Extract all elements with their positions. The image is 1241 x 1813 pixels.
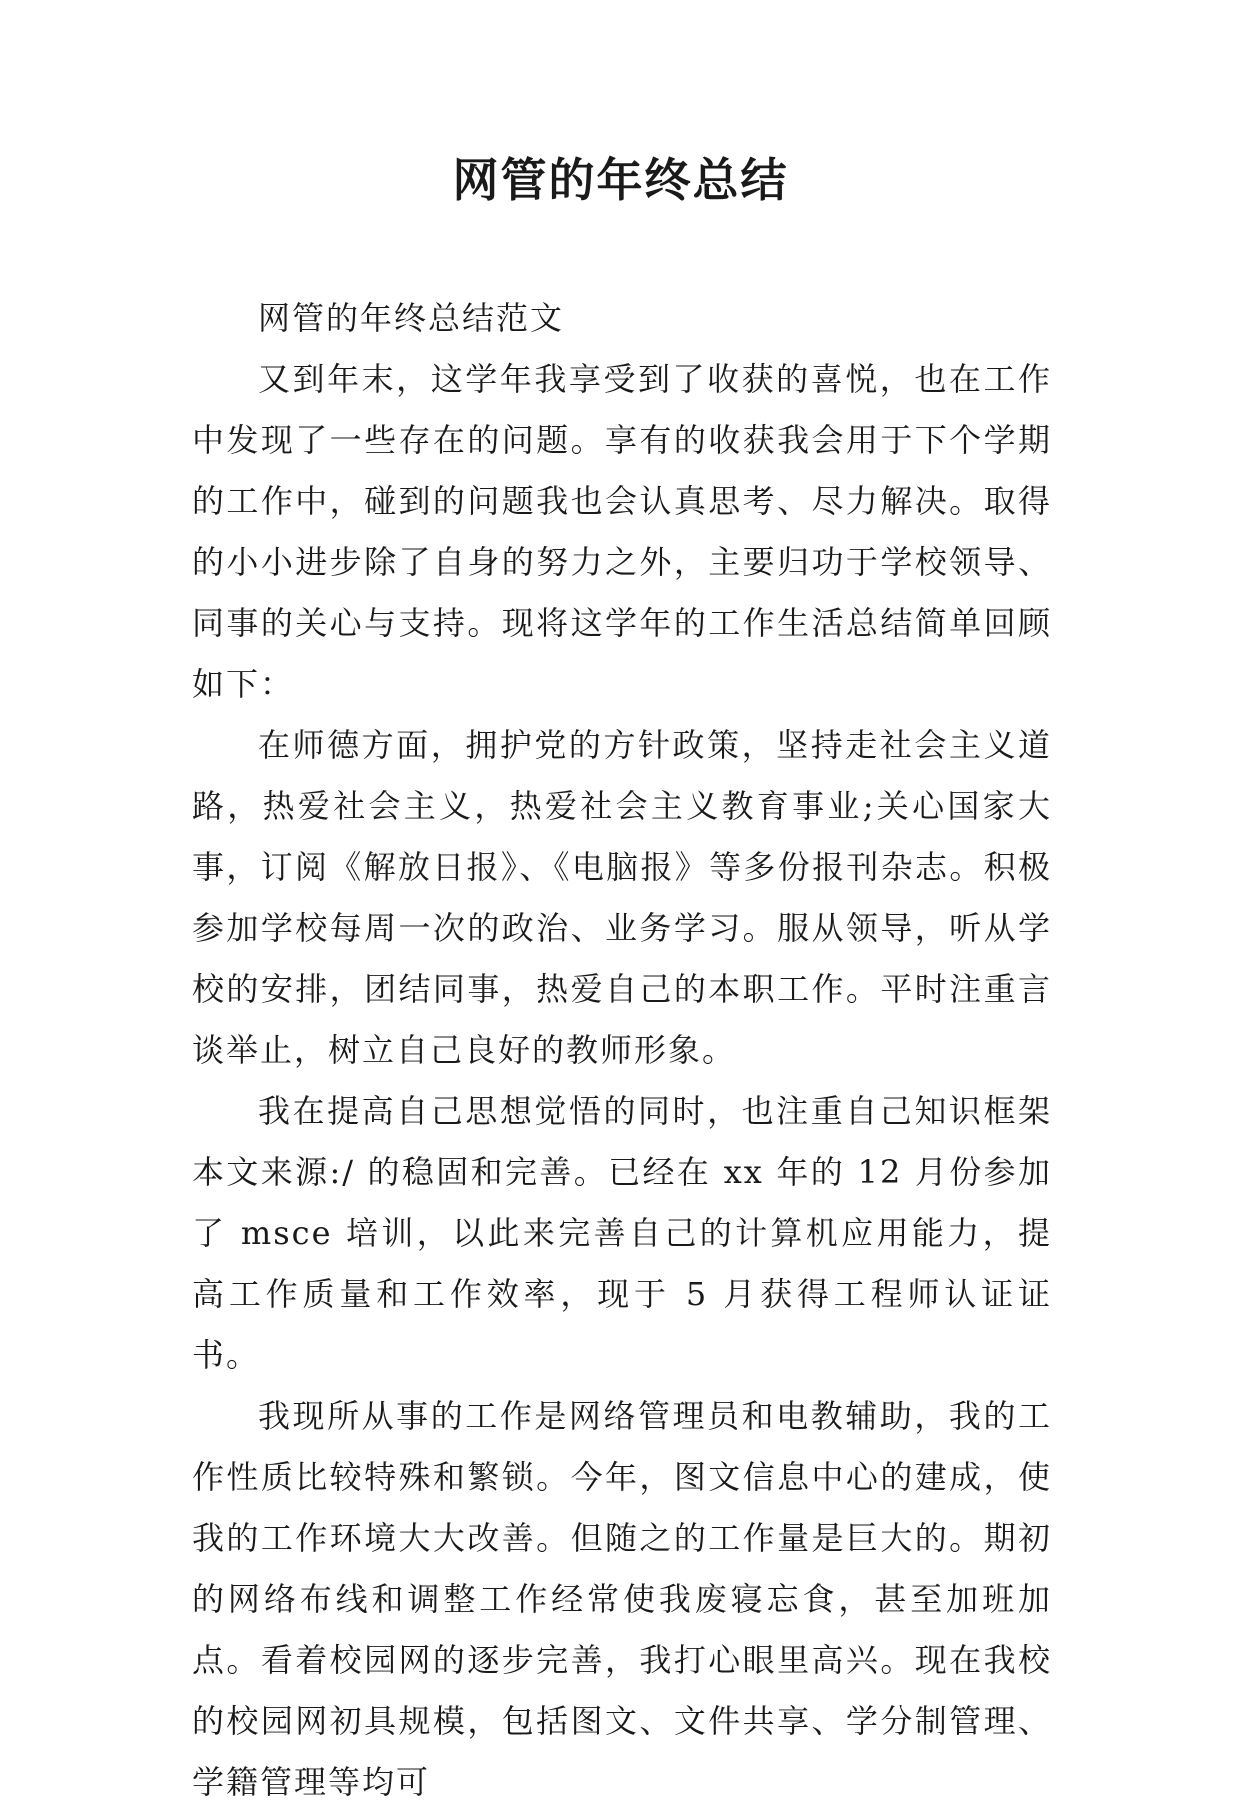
paragraph-subtitle: 网管的年终总结范文 xyxy=(258,299,565,337)
paragraph-training: 我在提高自己思想觉悟的同时，也注重自己知识框架本文来源:/ 的稳固和完善。已经在 xx 年的 12 月份参加了 msce 培训，以此来完善自己的计算机应用能力，提高工作质量和工作效率，现于 5 月获得工程师认证证书。 xyxy=(192,1092,1052,1374)
document-body xyxy=(192,288,1052,1813)
paragraph-ethics: 在师德方面，拥护党的方针政策，坚持走社会主义道路，热爱社会主义，热爱社会主义教育事业;关心国家大事，订阅《解放日报》、《电脑报》等多份报刊杂志。积极参加学校每周一次的政治、业务学习。服从领导，听从学校的安排，团结同事，热爱自己的本职工作。平时注重言谈举止，树立自己良好的教师形象。 xyxy=(192,726,1052,1069)
paragraph-work: 我现所从事的工作是网络管理员和电教辅助，我的工作性质比较特殊和繁锁。今年，图文信息中心的建成，使我的工作环境大大改善。但随之的工作量是巨大的。期初的网络布线和调整工作经常使我废寝忘食，甚至加班加点。看着校园网的逐步完善，我打心眼里高兴。现在我校的校园网初具规模，包括图文、文件共享、学分制管理、学籍管理等均可 xyxy=(192,1397,1052,1801)
paragraph-intro: 又到年末，这学年我享受到了收获的喜悦，也在工作中发现了一些存在的问题。享有的收获我会用于下个学期的工作中，碰到的问题我也会认真思考、尽力解决。取得的小小进步除了自身的努力之外，主要归功于学校领导、同事的关心与支持。现将这学年的工作生活总结简单回顾如下： xyxy=(192,360,1052,703)
document-title: 网管的年终总结 xyxy=(452,153,789,207)
